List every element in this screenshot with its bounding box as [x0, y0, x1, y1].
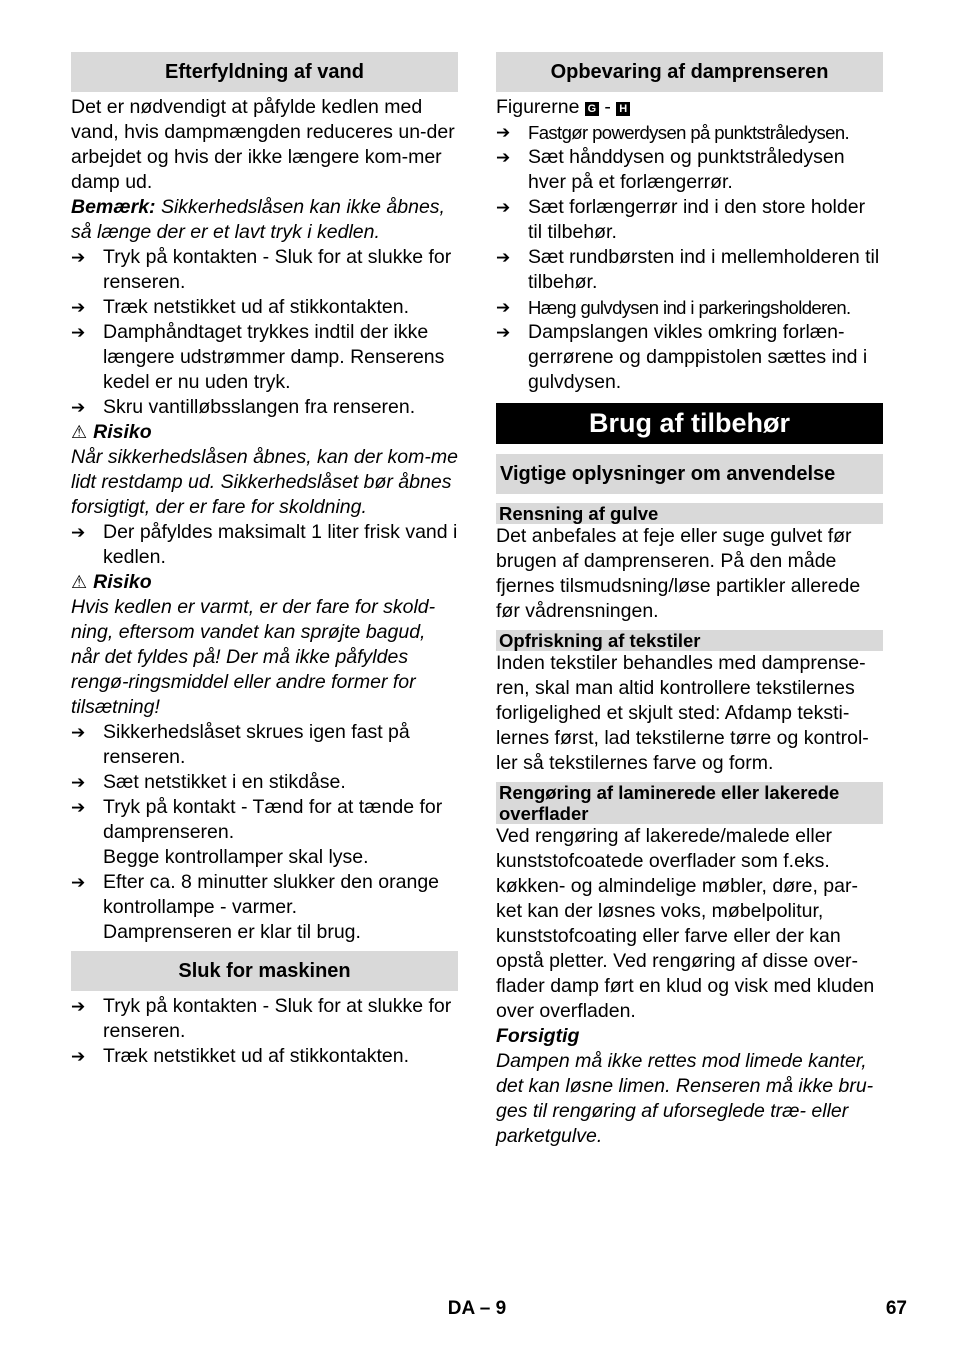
step-text: Sæt hånddysen og punktstråledysen hver på et forlængerrør.: [528, 146, 845, 193]
section-heading-refill: Efterfyldning af vand: [71, 52, 458, 92]
note-text: Sikkerhedslåsen kan ikke åbnes, så længe der er et lavt tryk i kedlen.: [71, 196, 445, 243]
right-arrow-icon: ➔: [71, 323, 86, 342]
list-item: [71, 320, 458, 395]
step-text: Skru vantilløbsslangen fra renseren.: [103, 396, 416, 418]
step-text: Sæt netstikket i en stikdåse.: [103, 771, 346, 793]
step-text: Sæt rundbørsten ind i mellemholderen til tilbehør.: [528, 246, 880, 293]
list-item: [71, 1044, 458, 1069]
refill-note: [71, 195, 458, 245]
step-text: Tryk på kontakten - Sluk for at slukke for renseren.: [103, 246, 452, 293]
warning-triangle-icon: ⚠: [71, 572, 88, 592]
list-item: [496, 295, 883, 320]
note-label: Bemærk:: [71, 196, 156, 218]
warning-label: Risiko: [93, 571, 152, 593]
right-arrow-icon: ➔: [71, 723, 86, 742]
warning-heading: [71, 570, 458, 595]
step-text: Træk netstikket ud af stikkontakten.: [103, 296, 409, 318]
subsection-heading-floors: Rensning af gulve: [496, 503, 883, 524]
right-arrow-icon: ➔: [496, 198, 511, 217]
list-item: [71, 395, 458, 420]
step-text: Fastgør powerdysen på punktstråledysen.: [528, 122, 850, 143]
textiles-text: Inden tekstiler behandles med damprense-ren, skal man altid kontrollere tekstilernes forligelighed et skjult sted: Afdamp teksti-lernes først, lad tekstilerne tørre og kontrol-ler så tekstilernes farve og form.: [496, 652, 869, 774]
footer-section-label: DA – 9: [447, 1298, 507, 1319]
right-arrow-icon: ➔: [71, 798, 86, 817]
right-arrow-icon: ➔: [71, 248, 86, 267]
step-text: Efter ca. 8 minutter slukker den orange kontrollampe - varmer.: [103, 871, 440, 918]
list-item: [71, 994, 458, 1044]
list-item: [71, 770, 458, 795]
right-column: [496, 52, 883, 1149]
caution-heading: Forsigtig: [496, 1025, 580, 1047]
figure-letter-from: G: [585, 102, 599, 116]
subsection-heading-laminate: Rengøring af laminerede eller lakerede overflader: [496, 782, 883, 824]
section-heading-shutdown: Sluk for maskinen: [71, 951, 458, 991]
list-item: [71, 245, 458, 295]
right-arrow-icon: ➔: [71, 523, 86, 542]
step-result: Begge kontrollamper skal lyse.: [103, 846, 369, 868]
list-item: [496, 195, 883, 245]
step-text: Hæng gulvdysen ind i parkeringsholderen.: [528, 297, 851, 318]
right-arrow-icon: ➔: [71, 398, 86, 417]
list-item: [496, 245, 883, 295]
right-arrow-icon: ➔: [496, 123, 511, 142]
left-column: [71, 52, 458, 1069]
refill-intro: Det er nødvendigt at påfylde kedlen med vand, hvis dampmængden reduceres un-der arbejdet og hvis der ikke længere kom-mer damp ud.: [71, 96, 455, 193]
step-text: Sæt forlængerrør ind i den store holder til tilbehør.: [528, 196, 866, 243]
list-item: [71, 520, 458, 570]
step-text: Damphåndtaget trykkes indtil der ikke længere udstrømmer damp. Renserens kedel er nu uden tryk.: [103, 321, 445, 393]
list-item: [71, 295, 458, 320]
list-item: [496, 120, 883, 145]
warning-text: Hvis kedlen er varmt, er der fare for skold-ning, eftersom vandet kan sprøjte bagud, når det fyldes på! Der må ikke påfyldes rengø-ringsmiddel eller andre former for tilsætning!: [71, 596, 436, 718]
right-arrow-icon: ➔: [496, 323, 511, 342]
warning-heading: [71, 420, 458, 445]
right-arrow-icon: ➔: [496, 148, 511, 167]
list-item: [71, 720, 458, 770]
right-arrow-icon: ➔: [496, 298, 511, 317]
list-item: [496, 320, 883, 395]
figure-separator: -: [604, 96, 611, 118]
laminate-text: Ved rengøring af lakerede/malede eller kunststofcoatede overflader som f.eks. køkken- og almindelige møbler, døre, par-ket kan der løsnes voks, møbelpolitur, kunststofcoating eller farve eller der kan opstå pletter. Ved rengøring af disse over-flader damp ført en klud og visk med kluden over overfladen.: [496, 825, 875, 1022]
floors-text: Det anbefales at feje eller suge gulvet før brugen af damprenseren. På den måde fjernes tilsmudsning/løse partikler allerede før vådrensningen.: [496, 525, 861, 622]
step-text: Sikkerhedslåset skrues igen fast på renseren.: [103, 721, 410, 768]
chapter-title: Brug af tilbehør: [496, 403, 883, 444]
warning-triangle-icon: ⚠: [71, 422, 88, 442]
warning-text: Når sikkerhedslåsen åbnes, kan der kom-me lidt restdamp ud. Sikkerhedslåset bør åbnes forsigtigt, der er fare for skoldning.: [71, 446, 458, 518]
step-text: Dampslangen vikles omkring forlæn-gerrørene og damppistolen sættes ind i gulvdysen.: [528, 321, 868, 393]
list-item: [496, 145, 883, 195]
right-arrow-icon: ➔: [71, 1047, 86, 1066]
page-number: 67: [885, 1298, 907, 1319]
right-arrow-icon: ➔: [71, 997, 86, 1016]
step-text: Tryk på kontakten - Sluk for at slukke for renseren.: [103, 995, 452, 1042]
figure-letter-to: H: [616, 102, 630, 116]
right-arrow-icon: ➔: [71, 773, 86, 792]
step-text: Der påfyldes maksimalt 1 liter frisk vand i kedlen.: [103, 521, 458, 568]
step-text: Tryk på kontakt - Tænd for at tænde for damprenseren.: [103, 796, 443, 843]
subsection-heading-textiles: Opfriskning af tekstiler: [496, 630, 883, 651]
list-item: [71, 870, 458, 920]
right-arrow-icon: ➔: [496, 248, 511, 267]
section-heading-storage: Opbevaring af damprenseren: [496, 52, 883, 92]
figure-reference: [496, 95, 883, 120]
figures-label: Figurerne: [496, 96, 580, 118]
right-arrow-icon: ➔: [71, 298, 86, 317]
right-arrow-icon: ➔: [71, 873, 86, 892]
list-item: [71, 795, 458, 845]
step-text: Træk netstikket ud af stikkontakten.: [103, 1045, 409, 1067]
step-result: Damprenseren er klar til brug.: [103, 921, 361, 943]
section-heading-usage: Vigtige oplysninger om anvendelse: [496, 454, 883, 494]
caution-text: Dampen må ikke rettes mod limede kanter, det kan løsne limen. Renseren må ikke bru-ges til rengøring af uforseglede træ- eller parketgulve.: [496, 1050, 874, 1147]
warning-label: Risiko: [93, 421, 152, 443]
